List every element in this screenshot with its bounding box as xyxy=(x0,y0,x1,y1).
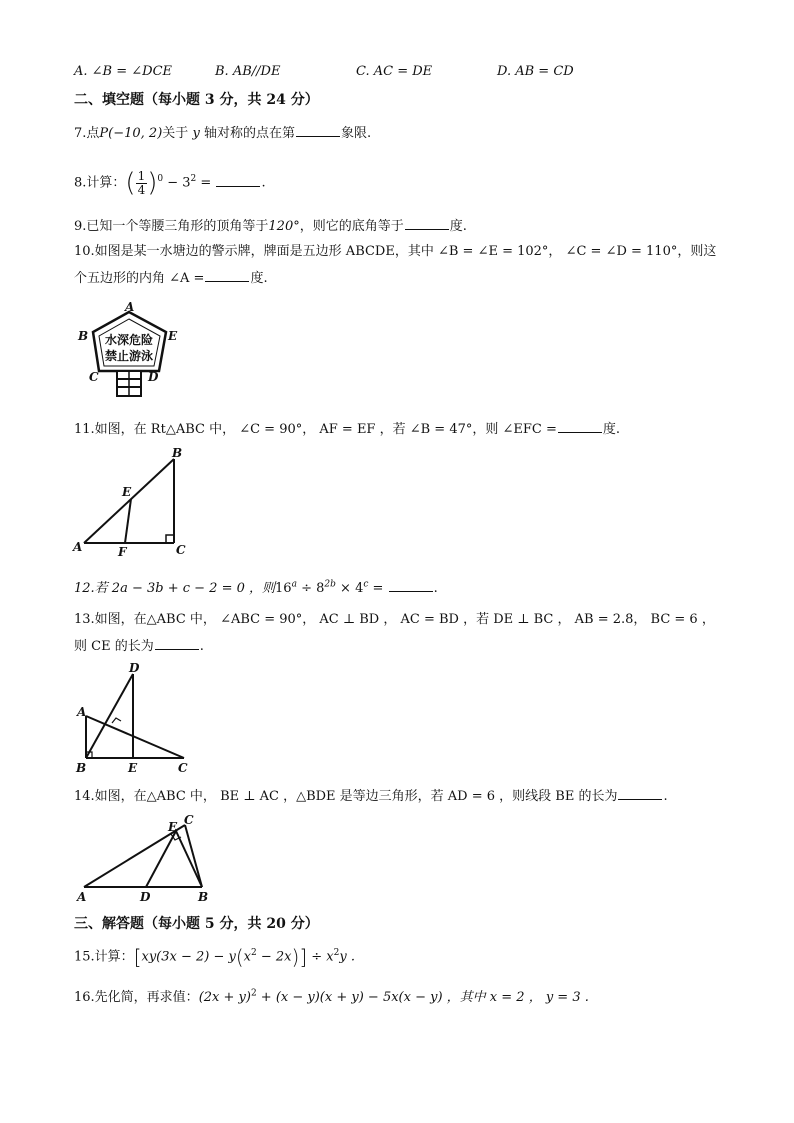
label-a: A xyxy=(73,540,83,554)
label-e: E xyxy=(168,820,178,834)
label-b: B xyxy=(198,890,209,904)
q14-suffix: . xyxy=(663,789,668,804)
q7-answer-blank[interactable] xyxy=(296,124,340,137)
q8-fraction: $\frac{1}{4}$ xyxy=(137,168,146,197)
q8-suffix: . xyxy=(261,175,266,191)
q16-prefix: 16.先化简，再求值： xyxy=(74,990,199,1005)
q9-angle: 120° xyxy=(268,219,300,234)
q7-mid2: 轴对称的点在第 xyxy=(203,126,295,141)
section-2-title: 二、填空题（每小题 3 分，共 24 分） xyxy=(74,92,319,108)
question-11 xyxy=(74,420,620,439)
question-14 xyxy=(74,787,668,806)
segment-ef xyxy=(125,499,131,543)
question-10-line-1: 10.如图是某一水塘边的警示牌，牌面是五边形 ABCDE，其中 ∠B = ∠E = 102°， ∠C = ∠D = 110°，则这 xyxy=(74,244,717,259)
label-b: B xyxy=(76,761,87,775)
question-13-line-1: 13.如图，在△ABC 中， ∠ABC = 90°， AC ⊥ BD ， AC = BD ，若 DE ⊥ BC ， AB = 2.8， BC = 6 ， xyxy=(74,612,715,627)
q7-suffix: 象限. xyxy=(340,126,372,141)
q8-base: 3 xyxy=(182,175,191,191)
side-ab xyxy=(84,459,174,543)
q8-exp0: 0 xyxy=(157,174,164,185)
q10-line2-suffix: 度. xyxy=(250,271,268,286)
label-f: F xyxy=(118,545,127,559)
label-b: B xyxy=(172,446,183,460)
question-15: 15.计算：$[xy(3x - 2) - y(x^2 - 2x)] \div x^2y$ . xyxy=(74,945,355,969)
label-c: C xyxy=(184,813,194,827)
label-a: A xyxy=(77,705,87,719)
q14-prefix: 14.如图，在△ABC 中， BE ⊥ AC ，△BDE 是等边三角形，若 AD = 6 ，则线段 BE 的长为 xyxy=(74,789,618,804)
q9-answer-blank[interactable] xyxy=(405,217,449,230)
question-7 xyxy=(74,124,371,143)
q7-prefix: 7.点 xyxy=(74,126,100,141)
segment-bd xyxy=(86,674,133,758)
q11-answer-blank[interactable] xyxy=(558,420,602,433)
label-e: E xyxy=(122,485,132,499)
label-c: C xyxy=(176,543,186,557)
q10-line2-prefix: 个五边形的内角 ∠A = xyxy=(74,271,205,286)
q7-mid: 关于 xyxy=(162,126,189,141)
section-3-title: 三、解答题（每小题 5 分，共 20 分） xyxy=(74,916,319,932)
label-b: B xyxy=(78,329,89,343)
sign-text-1: 水深危险 xyxy=(104,333,154,347)
option-b: B. AB//DE xyxy=(215,64,281,79)
q11-suffix: 度. xyxy=(602,422,621,437)
q13-line2-prefix: 则 CE 的长为 xyxy=(74,639,154,654)
q7-point: P(−10, 2) xyxy=(99,126,163,141)
q13-answer-blank[interactable] xyxy=(155,637,199,650)
q7-var: y xyxy=(192,126,200,141)
option-a: A. ∠B = ∠DCE xyxy=(74,64,173,79)
q10-answer-blank[interactable] xyxy=(205,269,249,282)
side-ac xyxy=(86,716,184,758)
sign-text-2: 禁止游泳 xyxy=(104,349,154,363)
label-e: E xyxy=(168,329,178,343)
q12-answer-blank[interactable] xyxy=(389,579,433,592)
label-a: A xyxy=(77,890,87,904)
q13-figure-triangle xyxy=(72,660,202,780)
q11-figure-triangle xyxy=(70,445,200,560)
question-9 xyxy=(74,217,467,236)
question-8: 8.计算：( $\frac{1}{4}$ )$^0 - 3^2$ = . xyxy=(74,168,266,198)
q14-figure-triangle xyxy=(72,812,222,907)
right-angle-c xyxy=(166,535,174,543)
question-10-line-2 xyxy=(74,269,268,288)
question-13-line-2 xyxy=(74,637,204,656)
q8-prefix: 8.计算： xyxy=(74,175,126,191)
q12-suffix: . xyxy=(433,581,438,596)
label-d: D xyxy=(148,370,159,384)
q9-prefix: 9.已知一个等腰三角形的顶角等于 xyxy=(74,219,269,234)
q14-answer-blank[interactable] xyxy=(618,787,662,800)
question-12: 12.若 2a − 3b + c − 2 = 0 ，则$16^a \div 8^{2b} \times 4^c$ = . xyxy=(74,579,438,596)
q9-mid: ，则它的底角等于 xyxy=(299,219,404,234)
label-d: D xyxy=(129,661,140,675)
q8-exp2: 2 xyxy=(190,174,197,185)
option-c: C. AC = DE xyxy=(356,64,433,79)
q11-prefix: 11.如图，在 Rt△ABC 中， ∠C = 90°， AF = EF ，若 ∠B = 47°，则 ∠EFC = xyxy=(74,422,557,437)
q15-prefix: 15.计算： xyxy=(74,949,134,965)
q9-suffix: 度. xyxy=(449,219,467,234)
q10-figure-warning-sign xyxy=(74,300,184,400)
question-16: 16.先化简，再求值：$(2x + y)^2 + (x - y)(x + y) - 5x(x - y)$ ，其中 x = 2 ， y = 3 . xyxy=(74,988,589,1005)
q12-prefix: 12.若 2a − 3b + c − 2 = 0 ，则 xyxy=(74,581,276,596)
label-d: D xyxy=(140,890,151,904)
q8-answer-blank[interactable] xyxy=(216,174,260,187)
right-angle-perp xyxy=(112,718,121,723)
label-c: C xyxy=(178,761,188,775)
option-d: D. AB = CD xyxy=(497,64,574,79)
label-c: C xyxy=(89,370,99,384)
q13-line2-suffix: . xyxy=(199,639,204,654)
label-e: E xyxy=(128,761,138,775)
q6-options xyxy=(74,64,594,82)
side-ac xyxy=(84,825,185,887)
label-a: A xyxy=(125,300,135,314)
